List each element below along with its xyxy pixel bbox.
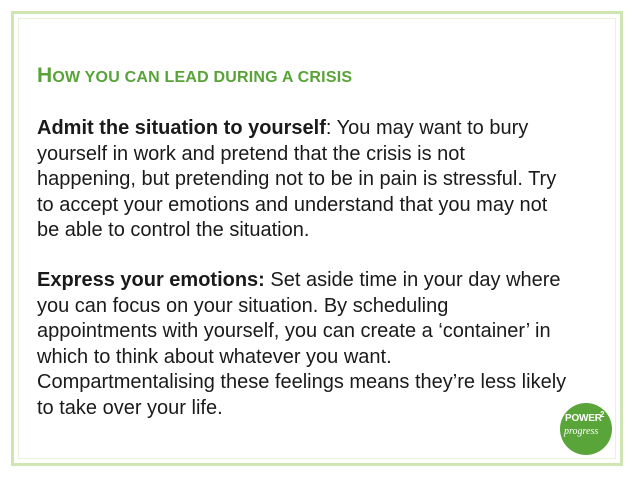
paragraph-body: : You may want to bury yourself in work and pretend that the crisis is not happening, but pretending not to be in pain is stressful. Try to accept your emotions and understand that you may not be able to control the situation. xyxy=(37,117,557,241)
power2progress-logo xyxy=(560,403,612,455)
paragraph-express-emotions xyxy=(37,268,567,421)
logo-superscript: 2 xyxy=(600,410,605,419)
paragraph-lead: Admit the situation to yourself xyxy=(37,117,326,139)
paragraph-body: Set aside time in your day where you can focus on your situation. By scheduling appointments with yourself, you can create a ‘container’ in which to think about whatever you want. Compartmentalising these feelings means they’re less likely to take over your life. xyxy=(37,269,567,419)
paragraph-admit-situation xyxy=(37,116,567,244)
logo-subword: progress xyxy=(564,426,599,437)
slide-title-initial: H xyxy=(37,64,53,87)
slide-title xyxy=(37,64,352,88)
paragraph-lead: Express your emotions: xyxy=(37,269,265,291)
logo-word: POWER xyxy=(565,413,602,424)
slide-title-rest: OW YOU CAN LEAD DURING A CRISIS xyxy=(52,69,353,86)
